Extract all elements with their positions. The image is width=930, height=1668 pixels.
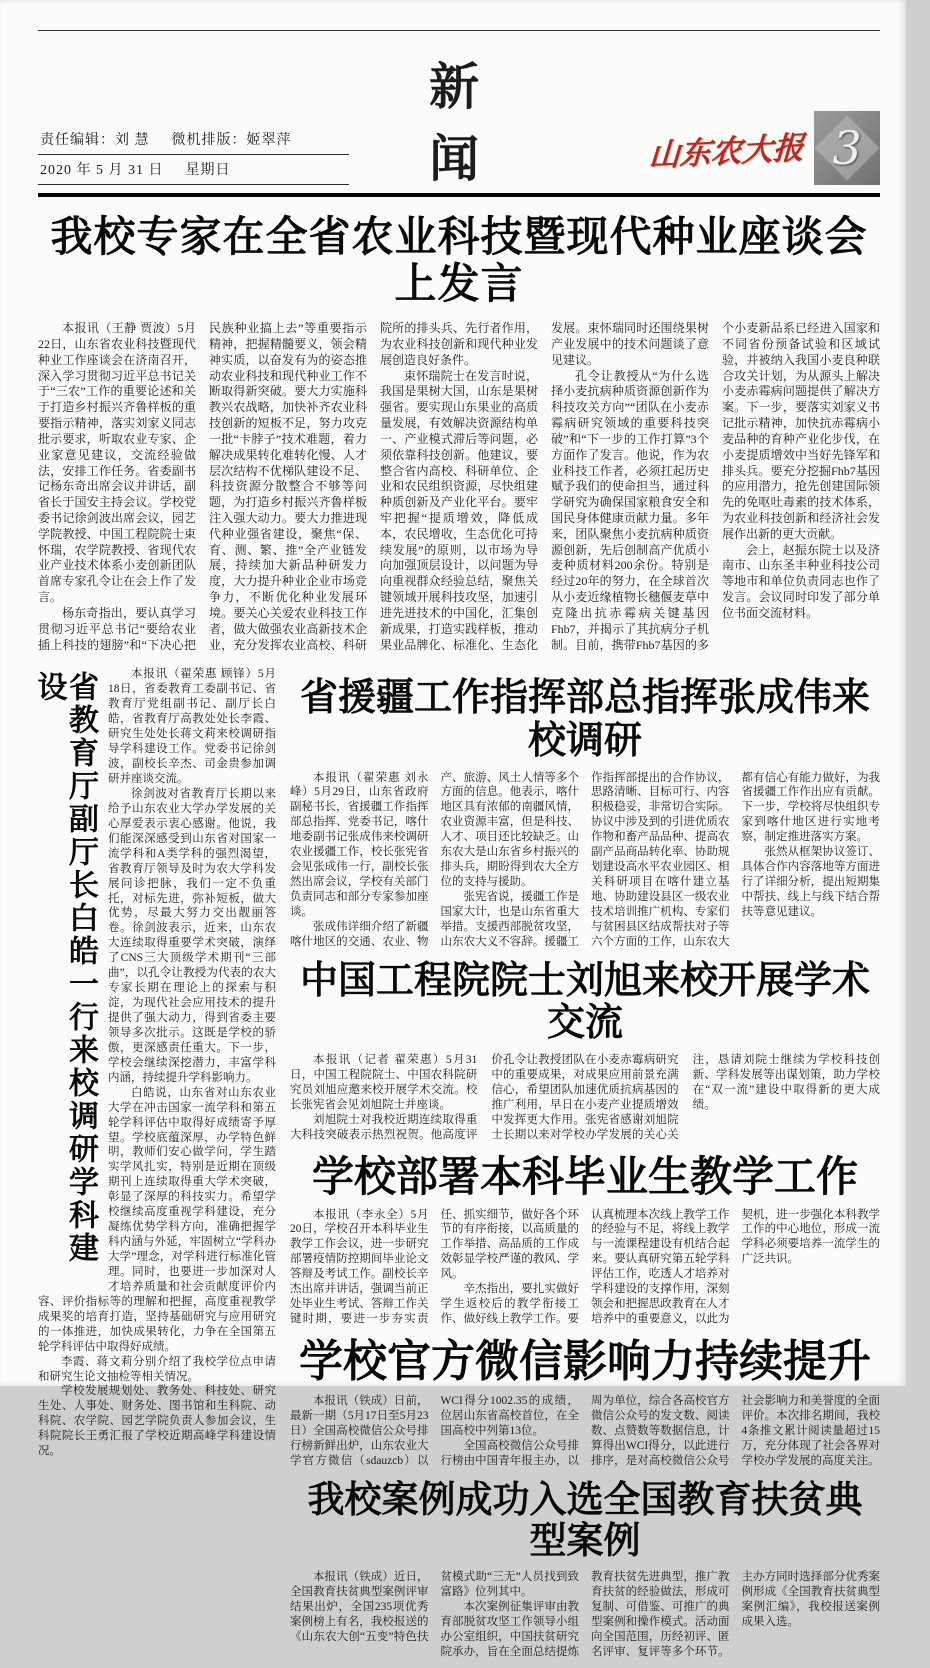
right-column: [290, 667, 880, 1659]
article-wechat-headline: 学校官方微信影响力持续提升: [299, 1337, 871, 1387]
article-liuxu: [290, 960, 880, 1143]
weekday: 星期日: [185, 163, 231, 178]
article-seed-forum-body: [38, 321, 880, 653]
article-xinjiang-headline: 省援疆工作指挥部总指挥张成伟来校调研: [299, 677, 870, 762]
article-liuxu-headline: 中国工程院院士刘旭来校开展学术交流: [299, 959, 870, 1045]
paragraph: 徐剑波对省教育厅长期以来给予山东农业大学办学发展的关心厚爱表示衷心感谢。他说，我们能深深感受到山东省对国家一流学科和A类学科的强烈渴望，省教育厅领导及时为农大学科发展问诊把脉，我们一定不负重托，对标先进，弥补短板，做大优势，尽最大努力交出靓丽答卷。徐剑波表示，近来，山东农大连续取得重要学术突破，演绎了CNS三大顶级学术期刊“三部曲”，以孔令让教授为代表的农大专家长期在理论上的探索与积淀，为现代社会应用技术的提升提供了强大动力，得到省委主要领导多次批示。这既是学校的骄傲，更深感责任重大。下一步，学校会继续深挖潜力，丰富学科内涵，持续提升学科影响力。: [108, 787, 276, 1084]
article-xinjiang-body: [290, 771, 880, 950]
paragraph: 孔令让教授从“为什么选择小麦抗病种质资源创新作为科技攻关方向”“团队在小麦赤霉病研究领域的重要科技突破”和“下一步的工作打算”3个方面作了发言。他说，作为农业科技工作者，必须扛起历史赋予我们的使命担当，通过科学研究为确保国家粮食安全和国民身体健康贡献力量。多年来，团队聚焦小麦抗病种质资源创新，先后创制高产优质小麦种质材料200余份。特别是经过20年的努力，在全球首次从小麦近缘植物长穗偃麦草中克隆出抗赤霉病关键基因Fhb7，并揭示了其抗病分子机制。目前，携带Fhb7基因的多个小麦新品系已经进入国家和不同省份预备试验和区域试验，并被纳入我国小麦良种联合攻关计划，为从源头上解决小麦赤霉病问题提供了解决方案。下一步，要落实刘家义书记批示精神，加快抗赤霉病小麦品种的育种产业化步伐，在小麦提质增效中当好先锋军和排头兵。要充分挖掘Fhb7基因的应用潜力，抢先创建国际领先的免呕吐毒素的技术体系，为农业科技创新和经济社会发展作出新的更大贡献。: [551, 321, 880, 652]
typeset-label: 微机排版：姬翠萍: [171, 133, 292, 148]
paragraph: 李霞、蒋文莉分别介绍了我校学位点申请和研究生论文抽检等相关情况。: [38, 1355, 276, 1383]
page-header: [38, 41, 880, 185]
paragraph: 本报讯（翟荣惠 顾锋）5月18日，省委教育工委副书记、省教育厅党组副书记、副厅长白皓，省教育厅高教处处长李霞、研究生处处长蒋文莉来校调研指导学科建设工作。党委书记徐剑波，副校长辛杰、司金贵参加调研并座谈交流。: [108, 668, 276, 786]
article-liuxu-body: [290, 1053, 880, 1143]
page-number-box: [814, 111, 880, 185]
editor-label: 责任编辑：刘 慧: [40, 133, 150, 148]
editor-row: [38, 125, 349, 155]
article-poverty-body: [290, 1570, 880, 1660]
section-title: 新闻: [429, 59, 560, 187]
paragraph: 辛杰指出，要扎实做好学生返校后的教学衔接工作、做好线上教学工作。要认真梳理本次线上教学工作的经验与不足，将线上教学与一流课程建设有机结合起来。要认真研究第五轮学科评估工作，吃透人才培养对学科建设的支撑作用，深刻领会和把握思政教育在人才培养中的重要意义，以此为契机，进一步强化本科教学工作的中心地位，形成一流学科必须要培养一流学生的广泛共识。: [440, 1208, 880, 1326]
paragraph: 张然从框架协议签订、具体合作内容落地等方面进行了详细分析，提出短期集中帮扶、线上与线下结合帮扶等意见建议。: [741, 846, 880, 918]
paragraph: 本次案例征集评审由教育部脱贫攻坚工作领导小组办公室组织，中国扶贫研究院承办，旨在全面总结提炼教育扶贫先进典型，推广教育扶贫的经验做法，形成可复制、可借鉴、可推广的典型案例和操作模式。活动面向全国范围，历经初评、匿名评审、复评等多个环节。主办方同时选择部分优秀案例形成《全国教育扶贫典型案例汇编》，我校报送案例成果入选。: [440, 1570, 880, 1658]
masthead-logo: 山东农大报: [647, 129, 805, 174]
publication-date: 2020 年 5 月 31 日: [40, 163, 164, 178]
paragraph: 束怀瑞院士在发言时说，我国是果树大国，山东是果树强省。要实现山东果业的高质量发展，有效解决资源结构单一、产业模式滞后等问题，必须依靠科技创新。他建议，要整合省内高校、科研单位、企业和农民组织资源，尽快组建种质创新及产业化平台。要牢牢把握“提质增效，降低成本，农民增收，生态优化可持续发展”的原则，以市场为导向加强顶层设计，以问题为导向重视群众经验总结，聚焦关键领域开展科技攻坚，加速引进先进技术的中国化，汇集创新成果，打造实践样板，推动果业品牌化、标准化、生态化发展。束怀瑞同时还围绕果树产业发展中的技术问题谈了意见建议。: [380, 321, 709, 652]
article-xinjiang: [290, 677, 880, 949]
paragraph: 张成伟详细介绍了新疆喀什地区的交通、农业、物产、旅游、风土人情等多个方面的信息。他表示，喀什地区具有浓郁的南疆风情，农业资源丰富，但是科技、人才、项目还比较缺乏。山东农大是山东省乡村振兴的排头兵，期盼得到农大全方位的支持与援助。: [290, 771, 579, 948]
paragraph: 会上，赵振东院士以及济南市、山东圣丰种业科技公司等地市和单位负责同志也作了发言。会议同时印发了部分单位书面交流材料。: [722, 542, 880, 620]
date-row: [38, 155, 349, 185]
top-rule: [38, 30, 880, 31]
article-poverty-headline: 我校案例成功入选全国教育扶贫典型案例: [307, 1479, 863, 1562]
paragraph: 张宪省说，援疆工作是国家大计，也是山东省重大举措。支援西部脱贫攻坚，山东农大义不容辞。援疆工作指挥部提出的合作协议，思路清晰、目标可行、内容积极稳妥，非常切合实际。协议中涉及到的引进优质农作物和畜产品品种、提高农副产品商品转化率、协助规划建设高水平农业园区、相关科研项目在喀什建立基地、协助建设县区一级农业技术培训推广机构、专家们与贫困县区结成帮扶对子等六个方面的工作，山东农大都有信心有能力做好，为我省援疆工作作出应有贡献。下一步，学校将尽快组织专家到喀什地区进行实地考察，制定推进落实方案。: [440, 771, 880, 948]
paragraph: 刘旭院士对我校近期连续取得重大科技突破表示热烈祝贺。他高度评价孔令让教授团队在小麦赤霉病研究中的重要成果，对成果应用前景充满信心，希望团队加速优质抗病基因的推广利用，早日在小麦产业提质增效中发挥更大作用。张宪省感谢刘旭院士长期以来对学校办学发展的关心关注，恳请刘院士继续为学校科技创新、学科发展等出谋划策，助力学校在“双一流”建设中取得新的更大成绩。: [290, 1053, 880, 1141]
paragraph: 本报讯（翟荣惠 刘永峰）5月29日，山东省政府副秘书长，省援疆工作指挥部总指挥、党委书记，喀什地委副书记张成伟来校调研农业援疆工作，校长张宪省会见张成伟一行，副校长张然出席会议，学校有关部门负责同志和部分专家参加座谈。: [290, 771, 429, 918]
article-poverty: [290, 1479, 880, 1660]
brand-box: [649, 111, 880, 185]
paragraph: 全国高校微信公众号排行榜由中国青年报主办，以周为单位，综合各高校官方微信公众号的发文数、阅读数、点赞数等数据信息，计算得出WCI得分，以此进行排序，是对高校微信公众号社会影响力和美誉度的全面评价。本次排名期间，我校4条推文累计阅读量超过15万，充分体现了社会各界对学校办学发展的高度关注。: [440, 1395, 880, 1468]
article-seed-forum-headline: 我校专家在全省农业科技暨现代种业座谈会上发言: [50, 213, 868, 308]
paragraph: 白皓说，山东省对山东农业大学在冲击国家一流学科和第五轮学科评估中取得好成绩寄予厚望。学校底蕴深厚，办学特色鲜明，教师们安心做学问，学生踏实学风扎实，特别是近期在顶级期刊上连续取得重大学术突破，彰显了深厚的科技实力。希望学校继续高度重视学科建设，充分凝练优势学科方向，准确把握学科内涵与外延，牢固树立“学科办大学”理念，对学科进行标准化管理。同时，也要进一步加深对人才培养质量和社会贡献度评价内容、评价指标等的理解和把握，高度重视教学成果奖的培育打造，坚持基础研究与应用研究的一体推进，加快成果转化，力争在全国第五轮学科评估中取得好成绩。: [38, 1086, 276, 1353]
article-graduation-headline: 学校部署本科毕业生教学工作: [311, 1152, 858, 1200]
header-thick-rule: [38, 193, 880, 197]
lower-section: [32, 667, 880, 1659]
article-wechat: [290, 1337, 880, 1469]
paragraph: 本报讯（李永全）5月20日，学校召开本科毕业生教学工作会议，进一步研究部署疫情防控期间毕业论文答辩及考试工作。副校长辛杰出席并讲话，强调当前正处毕业生考试、答辩工作关键时期，要进一步夯实责任、抓实细节，做好各个环节的有序衔接，以高质量的工作举措、高品质的工作成效彰显学校严谨的教风、学风。: [290, 1208, 579, 1326]
paragraph: 本报讯（王静 贾波）5月22日，山东省农业科技暨现代种业工作座谈会在济南召开，深入学习贯彻习近平总书记关于“三农”工作的重要论述和关于打造乡村振兴齐鲁样板的重要指示精神，落实刘家义同志批示要求，听取农业专家、企业家意见建议，交流经验做法，安排工作任务。省委副书记杨东奇出席会议并讲话，副省长于国安主持会议。学校党委书记徐剑波出席会议，园艺学院教授、中国工程院院士束怀瑞，农学院教授、省现代农业产业技术体系小麦创新团队首席专家孔令让在会上作了发言。: [38, 321, 196, 605]
paragraph: 本报讯（铁成）近日，全国教育扶贫典型案例评审结果出炉，全国235项优秀案例榜上有名，我校报送的《山东农大创“五变”特色扶贫模式助“三无”人员找到致富路》位列其中。: [290, 1570, 579, 1643]
article-graduation-body: [290, 1208, 880, 1328]
paragraph: 杨东奇指出，要认真学习贯彻习近平总书记“要给农业插上科技的翅膀”和“下决心把民族种业搞上去”等重要指示精神，把握精髓要义，领会精神实质，以奋发有为的姿态推动农业科技和现代种业工作不断取得新突破。要大力实施科教兴农战略，加快补齐农业科技创新的短板不足，努力攻克一批“卡脖子”技术难题，着力解决成果转化难转化慢、人才层次结构不优梯队建设不足、科技资源分散整合不够等问题，为打造乡村振兴齐鲁样板注入强大动力。要大力推进现代种业强省建设，聚焦“保、育、测、繁、推”全产业链发展，持续加大新品种研发力度，大力提升种业企业市场竞争力，不断优化种业发展环境。要关心关爱农业科技工作者，做大做强农业高新技术企业，充分发挥农业高校、科研院所的排头兵、先行者作用，为农业科技创新和现代种业发展创造良好条件。: [38, 321, 538, 652]
article-wechat-body: [290, 1394, 880, 1469]
paragraph: 学校发展规划处、教务处、科技处、研究生处、人事处、财务处、图书馆和生科院、动科院、农学院、园艺学院负责人参加会议，生科院院长王勇汇报了学校近期高峰学科建设情况。: [38, 1385, 276, 1458]
paragraph: 本报讯（铁成）日前，最新一期（5月17日至5月23日）全国高校微信公众号排行榜新鲜出炉，山东农业大学官方微信（sdauzcb）以WCI得分1002.35的成绩，位居山东省高校首位，在全国高校中列第13位。: [290, 1395, 579, 1468]
article-graduation: [290, 1153, 880, 1328]
paragraph: 本报讯（记者 翟荣惠）5月31日，中国工程院院士、中国农科院研究员刘旭应邀来校开展学术交流。校长张宪省会见刘旭院士并座谈。: [290, 1053, 478, 1111]
publication-info: [38, 125, 349, 185]
article-seed-forum: [38, 213, 880, 653]
article-discipline: [32, 667, 276, 1659]
article-discipline-vertical-headline: 省教育厅副厅长白皓一行来校调研学科建设: [32, 671, 97, 1266]
page-number: 3: [832, 121, 862, 175]
